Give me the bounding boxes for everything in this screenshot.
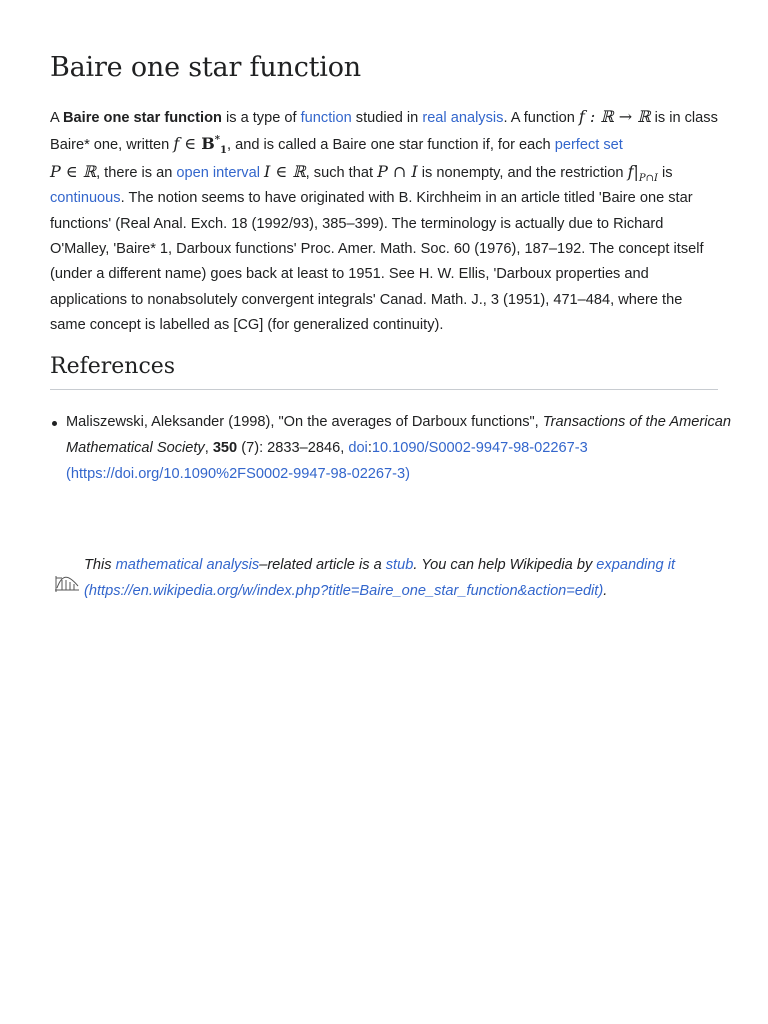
math-function-map: f : ℝ → ℝ <box>578 107 651 126</box>
text: , there is an <box>96 164 177 181</box>
link-continuous[interactable]: continuous <box>50 190 121 207</box>
math-baire-class <box>201 134 227 157</box>
references-list <box>50 410 734 487</box>
math-f: f <box>627 161 634 181</box>
math-restriction: $f|_{P\cap I}$ <box>627 161 658 184</box>
text: is <box>657 164 673 181</box>
math-B-sub: 1 <box>220 145 227 157</box>
text: , and is called a Baire one star function if, for each <box>226 137 555 154</box>
link-open-interval[interactable]: open interval <box>176 164 260 181</box>
link-stub[interactable]: stub <box>385 557 414 573</box>
math-B: B <box>201 134 215 154</box>
section-heading-references: References <box>50 354 718 390</box>
math-graph-icon <box>54 566 80 594</box>
text: is in class Baire* one, written <box>50 110 718 154</box>
math-P-in: P ∈ ℝ <box>50 161 97 181</box>
page-title: Baire one star function <box>50 52 361 83</box>
text: . The notion seems to have originated with B. Kirchheim in an article titled 'Baire one star functions' (Real Anal. Exch. 18 (1992/93), 385–399). The terminology is actually due to Richard O'Malley, 'Baire* 1, Darboux functions' Proc. Amer. Math. Soc. 60 (1976), 187–192. The concept itself (under a different name) goes back at least to 1951. See H. W. Ellis, 'Darboux properties and applications to nonabsolutely convergent integrals' Canad. Math. J., 3 (1951), 471–484, where the same concept is labelled as [CG] (for generalized continuity). <box>50 190 704 334</box>
link-mathematical-analysis[interactable]: mathematical analysis <box>115 557 260 573</box>
math-B-sup: * <box>214 135 221 147</box>
math-f-in: f ∈ <box>173 134 202 154</box>
math-I-in: I ∈ ℝ <box>264 161 306 181</box>
text: . A function <box>503 110 579 126</box>
link-perfect-set[interactable]: perfect set <box>554 137 623 154</box>
text: , such that <box>305 164 378 181</box>
link-doi-label[interactable]: doi <box>348 439 368 456</box>
journal-title: Transactions of the American Mathematical Society <box>66 414 731 456</box>
text: . <box>603 583 608 599</box>
intro-paragraph <box>50 104 718 339</box>
text: is a type of <box>221 110 301 126</box>
text: studied in <box>351 110 423 126</box>
text: This <box>84 557 116 573</box>
list-item <box>66 410 734 487</box>
volume: 350 <box>212 439 238 456</box>
stub-notice <box>50 552 718 608</box>
math-P-cap-I: P ∩ I <box>377 161 418 181</box>
text: A <box>50 110 63 126</box>
link-function[interactable]: function <box>300 110 352 126</box>
text: . You can help Wikipedia by <box>413 557 597 573</box>
term-bold: Baire one star function <box>62 110 222 126</box>
link-real-analysis[interactable]: real analysis <box>422 110 504 126</box>
text: is nonempty, and the restriction <box>417 164 628 181</box>
link-expanding-it[interactable]: expanding it (https://en.wikipedia.org/w/index.php?title=Baire_one_star_function&action=edit) <box>84 557 676 599</box>
stub-text <box>84 552 718 604</box>
link-doi[interactable]: 10.1090/S0002-9947-98-02267-3 (https://doi.org/10.1090%2FS0002-9947-98-02267-3) <box>66 439 588 482</box>
text: –related article is a <box>259 557 386 573</box>
text: Maliszewski, Aleksander (1998), "On the averages of Darboux functions", <box>66 414 543 430</box>
text: , <box>204 439 213 456</box>
math-restriction-sub: P∩I <box>638 173 658 184</box>
text: : <box>367 439 372 456</box>
text: (7): 2833–2846, <box>237 439 349 456</box>
